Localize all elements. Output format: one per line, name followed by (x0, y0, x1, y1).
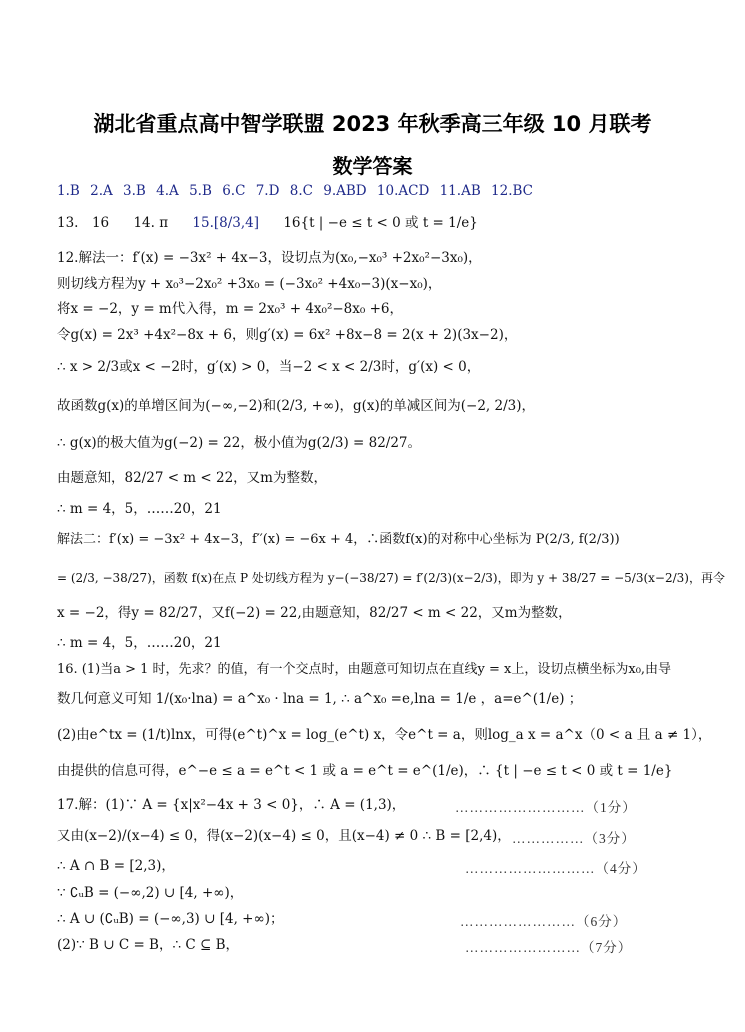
answer-16: 16{t | −e ≤ t < 0 或 t = 1/e} (283, 215, 478, 231)
sol12-line: 12.解法一：f′(x) = −3x² + 4x−3，设切点为(x₀,−x₀³ +2x₀²−3x₀)， (57, 250, 482, 266)
sol12-line: 解法二：f′(x) = −3x² + 4x−3，f′′(x) = −6x + 4，∴函数f(x)的对称中心坐标为 P(2/3, f(2/3)) (57, 532, 620, 547)
sol17-line: ∵ ∁ᵤB = (−∞,2) ∪ [4, +∞)， (57, 885, 244, 901)
sol16-line: 16. (1)当a > 1 时，先求？的值，有一个交点时，由题意可知切点在直线y = x上，设切点横坐标为x₀,由导 (57, 662, 672, 677)
sol12-line: 则切线方程为y + x₀³−2x₀² +3x₀ = (−3x₀² +4x₀−3)(x−x₀)， (57, 276, 442, 292)
sol12-line: x = −2，得y = 82/27，又f(−2) = 22,由题意知，82/27 < m < 22，又m为整数， (57, 605, 572, 621)
page-title: 湖北省重点高中智学联盟 2023 年秋季高三年级 10 月联考 (93, 112, 652, 136)
sol17-line: (2)∵ B ∪ C = B，∴ C ⊆ B， (57, 937, 239, 953)
answer-14: 14. π (133, 215, 169, 231)
sol12-line: ∴ x > 2/3或x < −2时，g′(x) > 0，当−2 < x < 2/3时，g′(x) < 0， (57, 359, 481, 375)
answer-item: 12.BC (491, 183, 534, 199)
sol12-line: ∴ m = 4，5，……20，21 (57, 501, 222, 517)
answer-item: 1.B (57, 183, 80, 199)
answer-item: 11.AB (439, 183, 481, 199)
sol16-line: (2)由e^tx = (1/t)lnx，可得(e^t)^x = log_(e^t) x，令e^t = a，则log_a x = a^x（0 < a 且 a ≠ 1）， (57, 727, 712, 743)
sol12-line: 由题意知，82/27 < m < 22，又m为整数， (57, 470, 327, 486)
score-mark: ……………………（6分） (460, 914, 628, 929)
score-mark: ………………………（4分） (465, 861, 647, 876)
sol17-line: ∴ A ∩ B = [2,3)， (57, 858, 175, 874)
page-subtitle: 数学答案 (332, 154, 413, 178)
answer-key-row2 (57, 214, 478, 232)
sol12-line: = (2/3, −38/27)，函数 f(x)在点 P 处切线方程为 y−(−38/27) = f′(2/3)(x−2/3)，即为 y + 38/27 = −5/3(x−2/3)，再令 (57, 571, 725, 585)
score-mark: ……………（3分） (512, 831, 636, 846)
answer-item: 5.B (189, 183, 212, 199)
sol12-line: 故函数g(x)的单增区间为(−∞,−2)和(2/3, +∞)，g(x)的单减区间为(−2, 2/3)， (57, 398, 536, 414)
answer-item: 3.B (123, 183, 146, 199)
score-mark: ……………………（7分） (465, 940, 633, 955)
sol17-line: 又由(x−2)/(x−4) ≤ 0，得(x−2)(x−4) ≤ 0，且(x−4) ≠ 0 ∴ B = [2,4)， (57, 828, 511, 844)
answer-item: 7.D (255, 183, 280, 199)
sol17-line: ∴ A ∪ (∁ᵤB) = (−∞,3) ∪ [4, +∞)； (57, 911, 284, 927)
sol12-line: 令g(x) = 2x³ +4x²−8x + 6，则g′(x) = 6x² +8x−8 = 2(x + 2)(3x−2)， (57, 327, 518, 343)
sol16-line: 由提供的信息可得，e^−e ≤ a = e^t < 1 或 a = e^t = e^(1/e)，∴ {t | −e ≤ t < 0 或 t = 1/e} (57, 763, 673, 779)
score-mark: ………………………（1分） (455, 800, 637, 815)
sol17-line: 17.解：(1)∵ A = {x|x²−4x + 3 < 0}，∴ A = (1,3)， (57, 797, 406, 813)
answer-item: 8.C (289, 183, 313, 199)
answer-item: 4.A (156, 183, 179, 199)
answer-15: 15.[8/3,4] (192, 215, 260, 231)
answer-item: 9.ABD (323, 183, 367, 199)
sol12-line: 将x = −2，y = m代入得，m = 2x₀³ + 4x₀²−8x₀ +6， (57, 301, 403, 317)
answer-item: 6.C (222, 183, 246, 199)
sol12-line: ∴ g(x)的极大值为g(−2) = 22，极小值为g(2/3) = 82/27。 (57, 435, 422, 451)
answer-item: 2.A (90, 183, 113, 199)
answer-item: 10.ACD (376, 183, 430, 199)
answer-13: 13. 16 (57, 215, 110, 231)
sol12-line: ∴ m = 4，5，……20，21 (57, 635, 222, 651)
sol16-line: 数几何意义可知 1/(x₀·lna) = a^x₀ · lna = 1, ∴ a^x₀ =e,lna = 1/e ，a=e^(1/e) ； (57, 691, 583, 707)
answer-key-row1 (57, 182, 539, 200)
